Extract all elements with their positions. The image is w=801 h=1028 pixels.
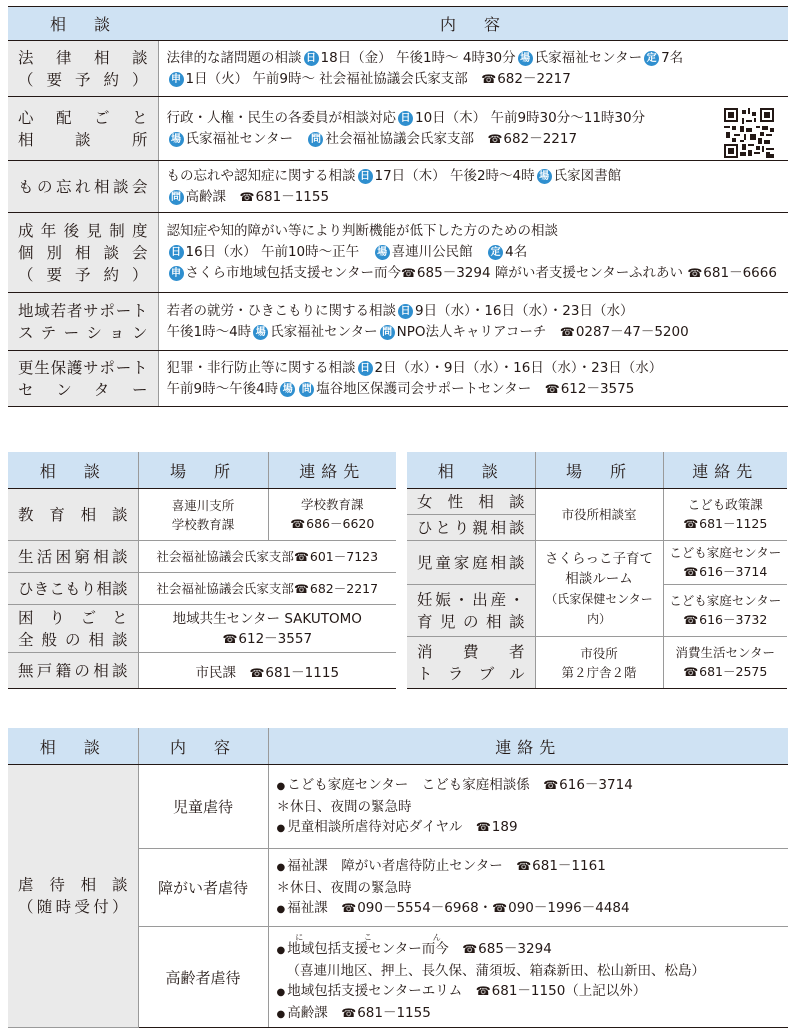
place-icon: 場: [375, 245, 390, 260]
phone-number: ☎ 681－1150: [476, 983, 566, 999]
row-forget: もの忘れ相談会 もの忘れや認知症に関する相談 日 17日（木） 午後2時～4時 場 氏家図書館 問 高齢課 ☎ 681－1155: [8, 161, 788, 213]
inquiry-icon: 問: [299, 382, 314, 397]
phone-number: ☎ 090－1996－4484: [492, 900, 629, 916]
category-poverty: 生活困窮相談: [8, 541, 138, 573]
phone-number: ☎ 686－6620: [290, 516, 374, 531]
phone-number: ☎ 681－6666: [687, 265, 777, 281]
col-header-consult: 相 談: [8, 7, 158, 41]
category-hikikomori: ひきこもり相談: [8, 573, 138, 605]
place-icon: 場: [280, 382, 295, 397]
date-icon: 日: [358, 169, 373, 184]
phone-number: ☎ 682－2217: [481, 71, 571, 87]
place-icon: 場: [537, 169, 552, 184]
label-disabled-abuse: 障がい者虐待: [138, 849, 268, 927]
col-header-consult: 相 談: [8, 728, 138, 765]
row-legal: 法律相談 （要予約） 法律的な諸問題の相談 日 18日（金） 午後1時～ 4時30分 場 氏家福祉センター 定 7名 申 1日（火） 午前9時～ 社会福祉協議会氏家支部 ☎ 682－2217: [8, 41, 788, 97]
col-header-consult: 相 談: [407, 452, 535, 489]
capacity-icon: 定: [644, 51, 659, 66]
phone-number: ☎ 681－1155: [341, 1005, 431, 1021]
apply-icon: 申: [169, 72, 184, 87]
phone-number: ☎ 616－3714: [683, 564, 767, 579]
abuse-consultation-table: 相 談 内 容 連絡先 虐待相談 （随時受付） 児童虐待 ● こども家庭センター こども家庭相談係 ☎ 616－3714 ＊休日、夜間の緊急時 ● 児童相談所虐待対応ダイヤル ☎ 189 障がい者虐待 ● 福祉課 障がい者虐待防止センター ☎ 681－1161 ＊休日、夜間の緊急時 ● 福祉課 ☎ 090－5554－6968・☎ 090－1996－4484 高齢者虐待 ● 地域包括支援センター而今にこん ☎ 685－3294 （喜連川地区、押上、長久保、蒲須坂、箱森新田、松山新田、松島） ● 地域包括支援センターエリム ☎ 681－1150（上記以外） ● 高齢課 ☎ 681－1155: [8, 728, 788, 1028]
inquiry-icon: 問: [308, 132, 323, 147]
place-icon: 場: [518, 51, 533, 66]
label-elder-abuse: 高齢者虐待: [138, 927, 268, 1028]
category-forget: もの忘れ相談会: [8, 161, 158, 213]
phone-number: ☎ 0287－47－5200: [560, 324, 689, 340]
phone-number: ☎ 681－2575: [683, 664, 767, 679]
category-single-parent: ひとり親相談: [407, 515, 535, 541]
col-header-contact: 連絡先: [663, 452, 787, 489]
category-youth: 地域若者サポート ステーション: [8, 293, 158, 351]
row-youth: 地域若者サポート ステーション 若者の就労・ひきこもりに関する相談 日 9日（水）・16日（水）・23日（水） 午後1時～4時 場 氏家福祉センター 問 NPO法人キャリアコーチ ☎ 0287－47－5200: [8, 293, 788, 351]
category-pregnancy: 妊娠・出産・ 育児の相談: [407, 585, 535, 637]
date-icon: 日: [304, 51, 319, 66]
row-guardian: 成年後見制度 個別相談会 （要予約） 認知症や知的障がい等により判断機能が低下した方のための相談 日 16日（水） 午前10時～正午 場 喜連川公民館 定 4名 申 さくら市地域包括支援センター而今☎ 685－3294 障がい者支援センターふれあい ☎ 681－6666: [8, 213, 788, 293]
consultation-table-left: 相 談 場 所 連絡先 教育相談 喜連川支所 学校教育課 学校教育課 ☎ 686－6620 生活困窮相談 社会福祉協議会氏家支部☎ 601－7123 ひきこもり相談 社会福祉協議会氏家支部☎ 682－2217 困りごと 全般の相談 地域共生センター SAKUTOMO ☎ 612－3557 無戸籍の相談 市民課 ☎ 681－1115: [8, 452, 396, 689]
category-education: 教育相談: [8, 489, 138, 541]
phone-number: ☎ 616－3732: [683, 612, 767, 627]
date-icon: 日: [169, 245, 184, 260]
phone-number: ☎ 681－1125: [683, 516, 767, 531]
phone-number: ☎ 090－5554－6968: [341, 900, 478, 916]
col-header-contact: 連絡先: [268, 728, 788, 765]
col-header-place: 場 所: [138, 452, 268, 489]
capacity-icon: 定: [488, 245, 503, 260]
place-icon: 場: [169, 132, 184, 147]
row-rehab: 更生保護サポート センター 犯罪・非行防止等に関する相談 日 2日（水）・9日（水）・16日（水）・23日（水） 午前9時～午後4時 場 問 塩谷地区保護司会サポートセンター ☎ 612－3575: [8, 351, 788, 407]
category-abuse: 虐待相談 （随時受付）: [8, 765, 138, 1028]
phone-number: ☎ 682－2217: [294, 581, 378, 596]
label-child-abuse: 児童虐待: [138, 765, 268, 849]
phone-number: ☎ 681－1155: [240, 189, 330, 205]
place-icon: 場: [253, 325, 268, 340]
apply-icon: 申: [169, 266, 184, 281]
category-child-family: 児童家庭相談: [407, 541, 535, 585]
consultation-table-right: 相 談 場 所 連絡先 女性相談 市役所相談室 こども政策課 ☎ 681－1125 ひとり親相談 児童家庭相談 さくらっこ子育て 相談ルーム （氏家保健センター内） こども家庭センター ☎ 616－3714 妊娠・出産・ 育児の相談 こども家庭センター ☎ 616－3732 消費者 トラブル 市役所 第２庁舎２階 消費生活センター ☎ 681－2575: [407, 452, 787, 689]
inquiry-icon: 問: [169, 190, 184, 205]
category-family-register: 無戸籍の相談: [8, 653, 138, 689]
row-worry: 心配ごと 相談所 行政・人権・民生の各委員が相談対応 日 10日（木） 午前9時30分～11時30分 場 氏家福祉センター 問 社会福祉協議会氏家支部 ☎ 682－2217: [8, 97, 788, 161]
phone-number: ☎ 189: [476, 819, 518, 835]
phone-number: ☎ 616－3714: [543, 777, 633, 793]
consultation-table-main: [8, 6, 788, 407]
col-header-consult: 相 談: [8, 452, 138, 489]
col-header-content: 内 容: [138, 728, 268, 765]
category-rehab: 更生保護サポート センター: [8, 351, 158, 407]
category-women: 女性相談: [407, 489, 535, 515]
category-worry: 心配ごと 相談所: [8, 97, 158, 161]
phone-number: ☎ 681－1161: [516, 858, 606, 874]
phone-number: ☎ 682－2217: [487, 131, 577, 147]
phone-number: ☎ 685－3294: [462, 941, 552, 957]
qr-code-icon[interactable]: [724, 108, 774, 158]
date-icon: 日: [398, 111, 413, 126]
inquiry-icon: 問: [380, 325, 395, 340]
category-legal: 法律相談 （要予約）: [8, 41, 158, 97]
col-header-contact: 連絡先: [268, 452, 396, 489]
date-icon: 日: [398, 304, 413, 319]
col-header-place: 場 所: [535, 452, 663, 489]
category-consumer: 消費者 トラブル: [407, 637, 535, 689]
date-icon: 日: [358, 361, 373, 376]
col-header-content: 内 容: [158, 7, 788, 41]
phone-number: ☎ 681－1115: [249, 665, 339, 681]
phone-number: ☎ 612－3557: [222, 631, 312, 647]
phone-number: ☎ 612－3575: [545, 381, 635, 397]
category-guardian: 成年後見制度 個別相談会 （要予約）: [8, 213, 158, 293]
phone-number: ☎ 601－7123: [294, 549, 378, 564]
category-general: 困りごと 全般の相談: [8, 605, 138, 653]
phone-number: ☎ 685－3294: [401, 265, 491, 281]
